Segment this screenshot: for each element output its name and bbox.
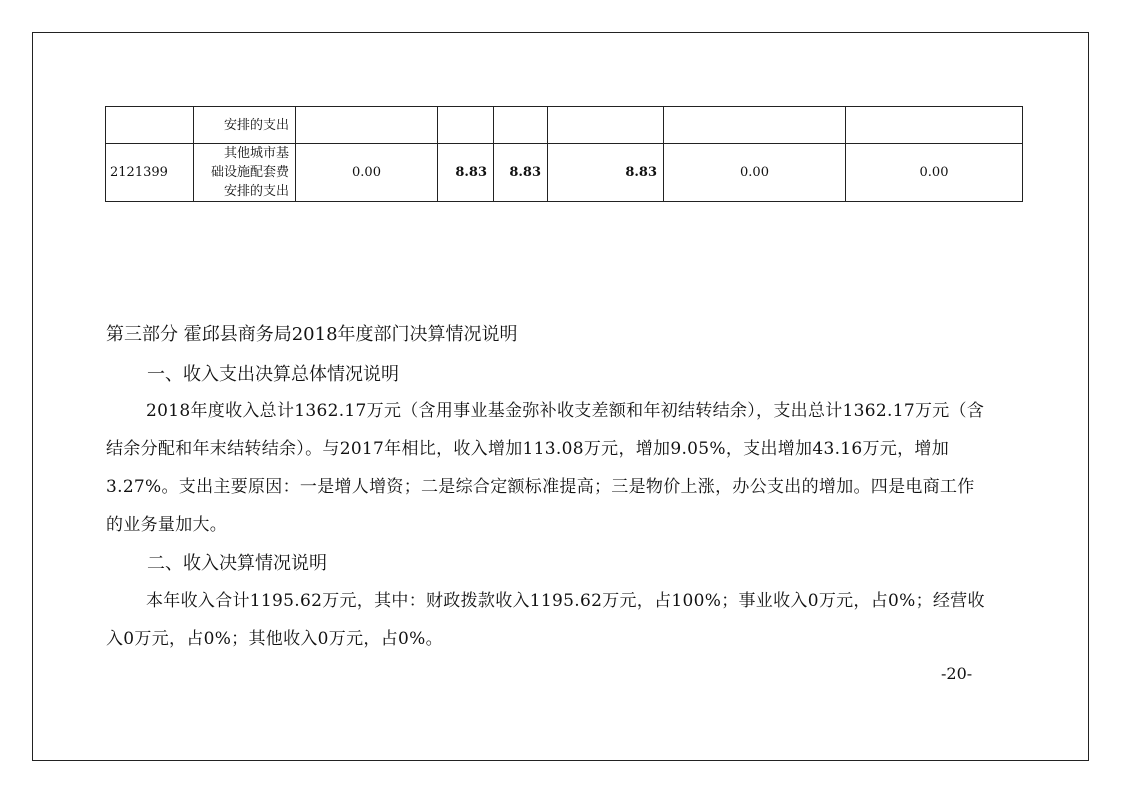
cell	[846, 107, 1023, 144]
cell: 8.83	[438, 144, 494, 202]
page-number: -20-	[941, 664, 973, 683]
row-name: 安排的支出	[194, 107, 296, 144]
cell	[664, 107, 846, 144]
section-heading: 二、收入决算情况说明	[147, 553, 327, 574]
section-heading: 一、收入支出决算总体情况说明	[147, 364, 399, 385]
cell: 8.83	[548, 144, 664, 202]
row-code	[106, 107, 194, 144]
table-row	[106, 107, 1023, 144]
row-name: 其他城市基 础设施配套费 安排的支出	[194, 144, 296, 202]
cell	[296, 107, 438, 144]
row-code: 2121399	[106, 144, 194, 202]
cell	[548, 107, 664, 144]
paragraph: 2018年度收入总计1362.17万元（含用事业基金弥补收支差额和年初结转结余），支出总计1362.17万元（含结余分配和年末结转结余）。与2017年相比，收入增加113.08万元，增加9.05%，支出增加43.16万元，增加3.27%。支出主要原因：一是增人增资；二是综合定额标准提高；三是物价上涨，办公支出的增加。四是电商工作的业务量加大。	[106, 401, 985, 535]
cell: 8.83	[494, 144, 548, 202]
cell: 0.00	[664, 144, 846, 202]
cell: 0.00	[846, 144, 1023, 202]
table-row	[106, 144, 1023, 202]
part-title: 第三部分 霍邱县商务局2018年度部门决算情况说明	[106, 324, 518, 345]
cell	[494, 107, 548, 144]
cell	[438, 107, 494, 144]
budget-table	[105, 106, 1023, 202]
cell: 0.00	[296, 144, 438, 202]
paragraph: 本年收入合计1195.62万元，其中：财政拨款收入1195.62万元，占100%；事业收入0万元，占0%；经营收入0万元，占0%；其他收入0万元，占0%。	[106, 591, 985, 649]
